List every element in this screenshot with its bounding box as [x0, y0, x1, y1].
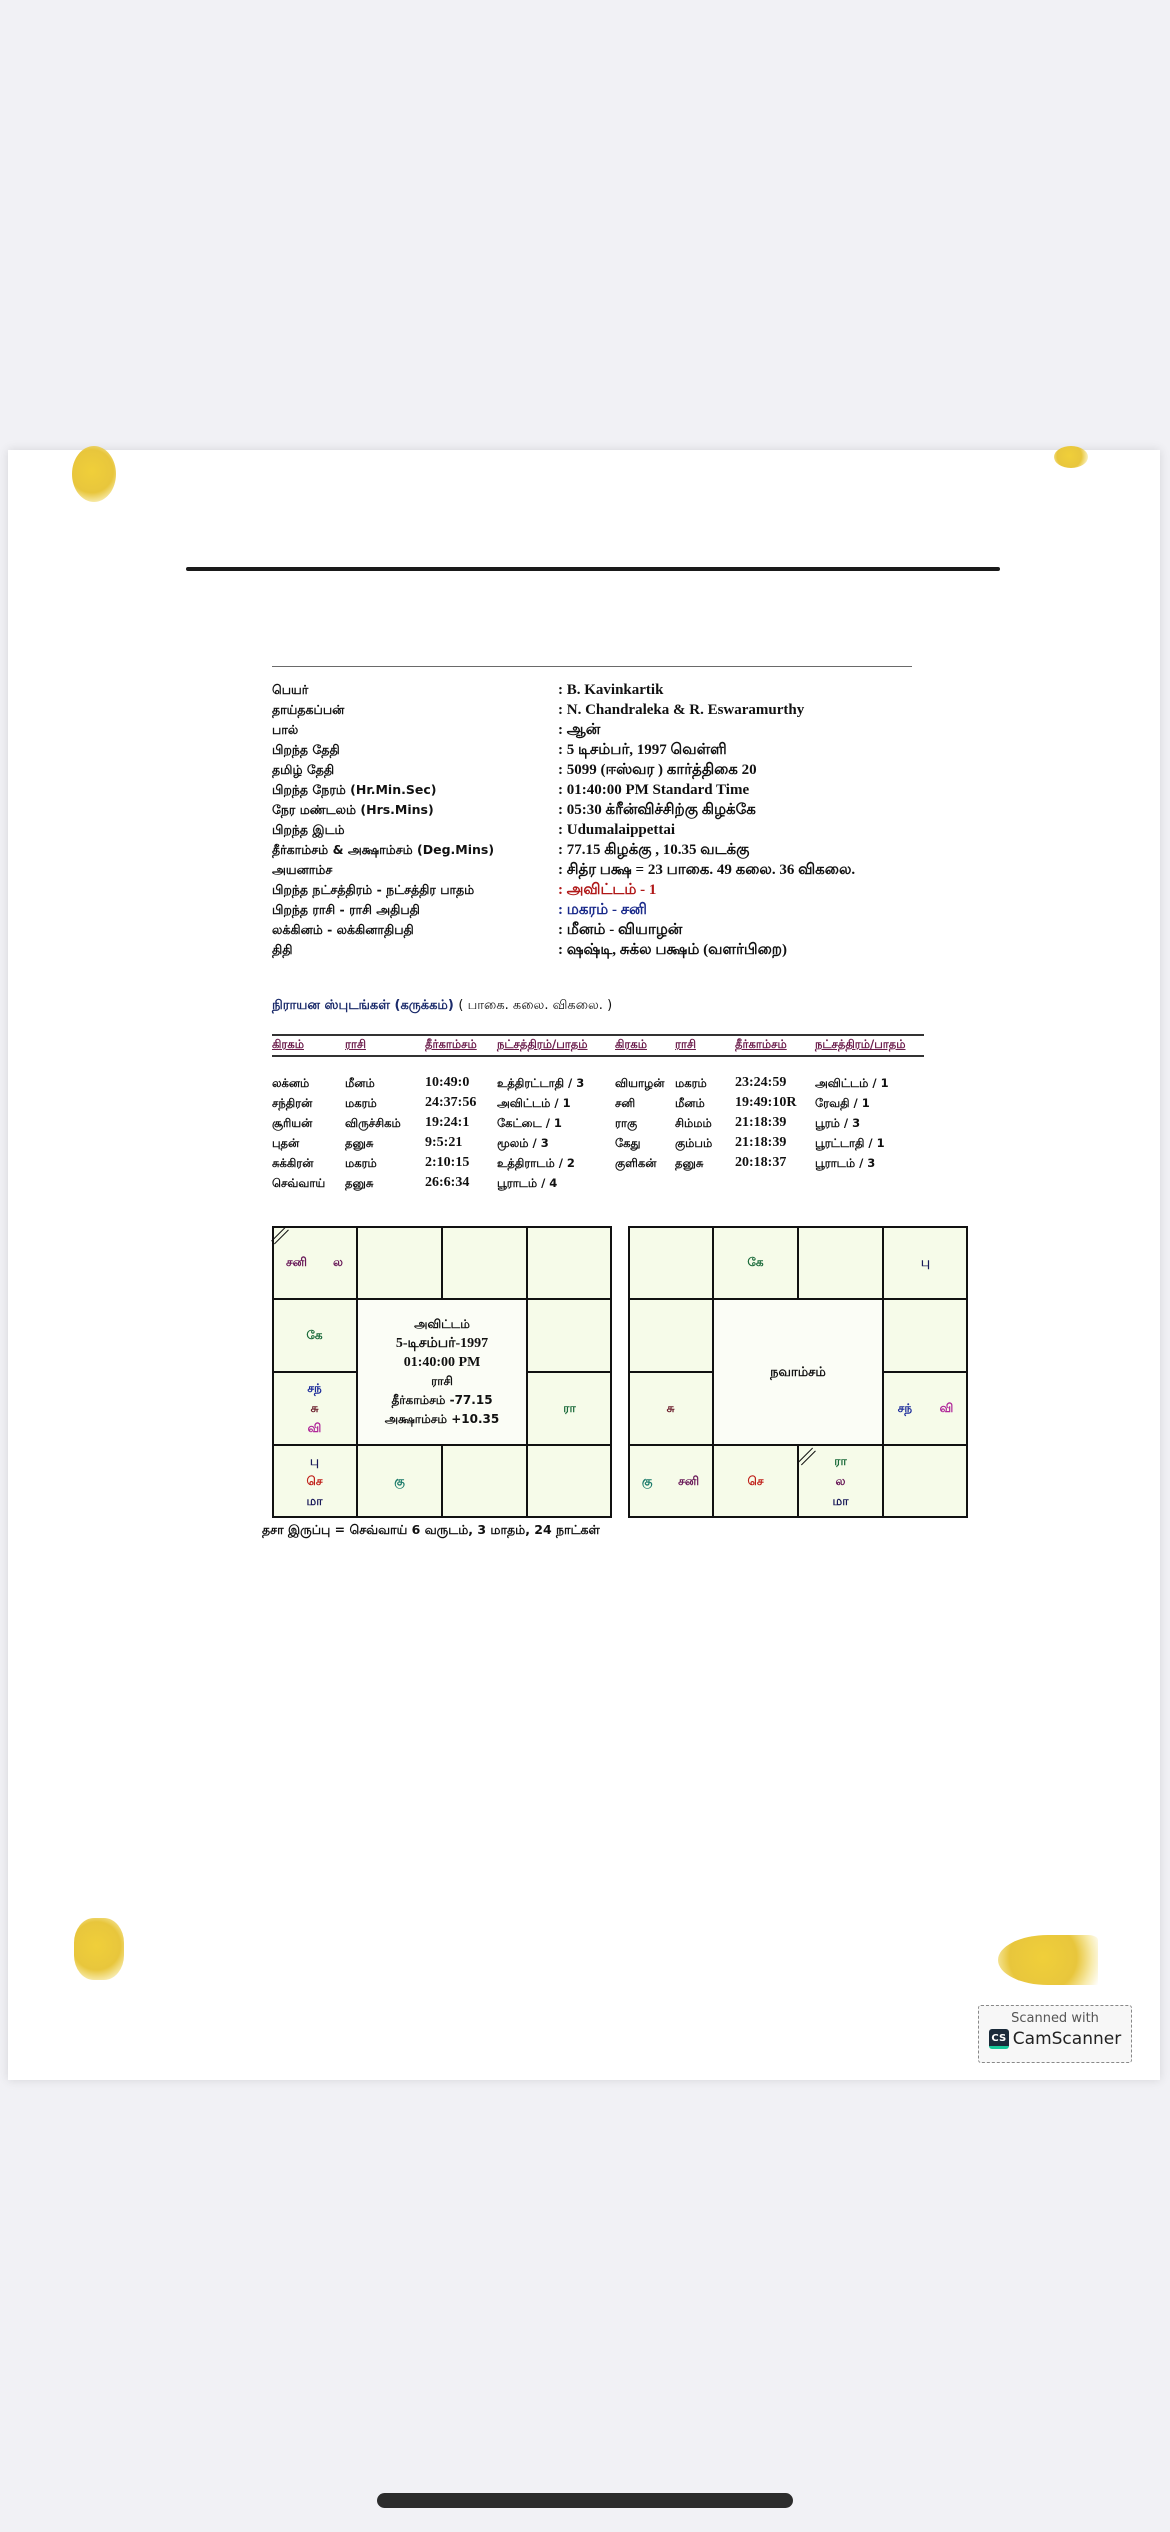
- profile-value: : 77.15 கிழக்கு , 10.35 வடக்கு: [558, 842, 750, 858]
- profile-label: பிறந்த இடம்: [272, 822, 345, 837]
- table-cell: மீனம்: [345, 1076, 375, 1090]
- chart-center-line: அவிட்டம்: [414, 1317, 470, 1331]
- planet-marker: ரா: [563, 1400, 576, 1415]
- table-top-rule: [272, 1034, 924, 1036]
- chart-center-title: நவாம்சம்: [770, 1364, 826, 1380]
- planet-marker: கு: [641, 1473, 653, 1488]
- planet-marker: பு: [310, 1453, 319, 1468]
- table-cell: கேது: [615, 1136, 641, 1150]
- profile-value: : 5099 (ஈஸ்வர ) கார்த்திகை 20: [558, 762, 757, 778]
- rasi_chart-house: [272, 1445, 357, 1518]
- planet-marker: சு: [666, 1400, 675, 1415]
- chart-center-line: ராசி: [431, 1374, 453, 1388]
- stain-bottom-left: [74, 1918, 124, 1980]
- profile-value: : மகரம் - சனி: [558, 902, 647, 918]
- table-cell: பூராடம் / 3: [815, 1156, 876, 1170]
- profile-value: : மீனம் - வியாழன்: [558, 922, 683, 938]
- table-cell: சனி: [615, 1096, 636, 1110]
- top-rule: [186, 567, 1000, 571]
- table-cell: ராகு: [615, 1116, 638, 1130]
- table-cell: 23:24:59: [735, 1075, 787, 1090]
- table-header: கிரகம்: [615, 1037, 647, 1051]
- chart-center-line: 01:40:00 PM: [403, 1355, 481, 1370]
- table-cell: பூரம் / 3: [815, 1116, 861, 1130]
- profile-value: : ஆன்: [558, 722, 601, 738]
- profile-value: : சித்ர பக்ஷ = 23 பாகை. 49 கலை. 36 விகலை.: [558, 862, 856, 878]
- table-header: நட்சத்திரம்/பாதம்: [815, 1037, 906, 1051]
- navamsa_chart-house: [713, 1445, 798, 1518]
- navamsa_chart-house: [713, 1226, 798, 1299]
- table-cell: பூராடம் / 4: [497, 1176, 558, 1190]
- table-header: ராசி: [345, 1037, 366, 1051]
- table-cell: 19:24:1: [425, 1115, 470, 1130]
- table-cell: 20:18:37: [735, 1155, 787, 1170]
- profile-label: அயனாம்ச: [272, 862, 333, 877]
- table-cell: தனுசு: [345, 1176, 374, 1190]
- table-cell: சந்திரன்: [272, 1096, 313, 1110]
- table-cell: மூலம் / 3: [497, 1136, 549, 1150]
- profile-label: தமிழ் தேதி: [272, 762, 335, 777]
- planet-marker: சனி: [678, 1473, 700, 1488]
- table-cell: மகரம்: [345, 1156, 377, 1170]
- rasi_chart-house: [527, 1226, 612, 1299]
- table-cell: அவிட்டம் / 1: [815, 1076, 889, 1090]
- dasa-balance: தசா இருப்பு = செவ்வாய் 6 வருடம், 3 மாதம், 24 நாட்கள்: [262, 1522, 600, 1537]
- planets-heading-sub: ( பாகை. கலை. விகலை. ): [458, 998, 613, 1013]
- table-header-rule: [272, 1055, 924, 1057]
- chart-center-line: 5-டிசம்பர்-1997: [395, 1336, 489, 1351]
- info-rule: [272, 666, 912, 667]
- table-cell: மகரம்: [345, 1096, 377, 1110]
- rasi_chart-center: [357, 1299, 527, 1445]
- table-cell: உத்திரட்டாதி / 3: [497, 1076, 585, 1090]
- table-cell: விருச்சிகம்: [345, 1116, 401, 1130]
- table-cell: கேட்டை / 1: [497, 1116, 562, 1130]
- planet-marker: செ: [747, 1473, 764, 1488]
- table-header: தீர்காம்சம்: [735, 1037, 787, 1051]
- navamsa_chart-house: [628, 1226, 713, 1299]
- table-cell: 2:10:15: [425, 1155, 470, 1170]
- table-cell: சிம்மம்: [675, 1116, 712, 1130]
- watermark-top-text: Scanned with: [1011, 2011, 1099, 2026]
- planet-marker: சு: [310, 1400, 319, 1415]
- planet-marker: ரா: [834, 1453, 847, 1468]
- profile-label: தீர்காம்சம் & அக்ஷாம்சம் (Deg.Mins): [272, 842, 495, 857]
- table-cell: சுக்கிரன்: [272, 1156, 314, 1170]
- planets-heading-title: நிராயன ஸ்புடங்கள் (கருக்கம்): [272, 998, 454, 1013]
- table-cell: 21:18:39: [735, 1135, 787, 1150]
- planet-marker: சந்: [307, 1380, 322, 1395]
- planet-marker: செ: [306, 1473, 323, 1488]
- table-cell: தனுசு: [675, 1156, 704, 1170]
- planet-marker: கே: [306, 1327, 323, 1342]
- rasi_chart-house: [527, 1372, 612, 1445]
- rasi_chart-house: [442, 1445, 527, 1518]
- profile-value: : ஷஷ்டி, சுக்ல பக்ஷம் (வளர்பிறை): [558, 942, 787, 958]
- planet-marker: வி: [939, 1400, 954, 1415]
- profile-label: பிறந்த நேரம் (Hr.Min.Sec): [272, 782, 437, 797]
- rasi_chart-house: [272, 1372, 357, 1445]
- planet-marker: ல: [835, 1473, 846, 1488]
- navamsa_chart-center: [713, 1299, 883, 1445]
- table-cell: அவிட்டம் / 1: [497, 1096, 571, 1110]
- table-cell: 10:49:0: [425, 1075, 470, 1090]
- planet-marker: சந்: [897, 1400, 913, 1415]
- table-cell: 9:5:21: [425, 1135, 463, 1150]
- rasi_chart-house: [357, 1226, 442, 1299]
- table-cell: 24:37:56: [425, 1095, 477, 1110]
- stain-bottom-right: [998, 1935, 1098, 1985]
- watermark-name: CamScanner: [1012, 2029, 1122, 2049]
- profile-value: : 01:40:00 PM Standard Time: [558, 782, 750, 798]
- table-header: ராசி: [675, 1037, 696, 1051]
- table-cell: ரேவதி / 1: [815, 1096, 870, 1110]
- profile-value: : 5 டிசம்பர், 1997 வெள்ளி: [558, 742, 727, 758]
- table-header: கிரகம்: [272, 1037, 304, 1051]
- table-cell: மகரம்: [675, 1076, 707, 1090]
- table-cell: பூரட்டாதி / 1: [815, 1136, 885, 1150]
- planet-marker: ல: [333, 1254, 343, 1269]
- table-cell: குளிகன்: [615, 1156, 657, 1170]
- rasi_chart-house: [272, 1226, 357, 1299]
- home-indicator[interactable]: [377, 2493, 793, 2508]
- camscanner-logo-icon: CS: [989, 2029, 1009, 2049]
- table-cell: கும்பம்: [675, 1136, 713, 1150]
- table-cell: 21:18:39: [735, 1115, 787, 1130]
- navamsa_chart-house: [628, 1299, 713, 1372]
- navamsa_chart-house: [883, 1226, 968, 1299]
- table-cell: உத்திராடம் / 2: [497, 1156, 575, 1170]
- table-cell: புதன்: [272, 1136, 300, 1150]
- profile-label: பிறந்த ராசி - ராசி அதிபதி: [272, 902, 420, 917]
- camscanner-watermark: [978, 2005, 1132, 2063]
- rasi_chart-house: [272, 1299, 357, 1372]
- table-cell: மீனம்: [675, 1096, 705, 1110]
- table-cell: தனுசு: [345, 1136, 374, 1150]
- planet-marker: மா: [832, 1493, 849, 1508]
- rasi_chart-house: [527, 1445, 612, 1518]
- table-cell: 26:6:34: [425, 1175, 470, 1190]
- profile-value: : அவிட்டம் - 1: [558, 882, 657, 898]
- profile-value: : Udumalaippettai: [558, 822, 676, 838]
- stain-top-left: [72, 446, 116, 502]
- profile-value: : B. Kavinkartik: [558, 682, 664, 698]
- table-cell: செவ்வாய்: [272, 1176, 326, 1190]
- table-header: தீர்காம்சம்: [425, 1037, 477, 1051]
- navamsa_chart-house: [798, 1226, 883, 1299]
- planet-marker: வி: [307, 1420, 322, 1435]
- profile-label: பிறந்த நட்சத்திரம் - நட்சத்திர பாதம்: [272, 882, 475, 897]
- profile-label: லக்கினம் - லக்கினாதிபதி: [272, 922, 414, 937]
- profile-value: : 05:30 க்ரீன்விச்சிற்கு கிழக்கே: [558, 802, 756, 818]
- rasi_chart-house: [442, 1226, 527, 1299]
- planets-heading: [272, 998, 612, 1014]
- profile-label: பால்: [272, 722, 299, 737]
- navamsa_chart-house: [628, 1372, 713, 1445]
- stain-top-right: [1054, 446, 1088, 468]
- profile-value: : N. Chandraleka & R. Eswaramurthy: [558, 702, 805, 718]
- table-cell: வியாழன்: [615, 1076, 665, 1090]
- navamsa_chart-house: [628, 1445, 713, 1518]
- navamsa_chart-house: [883, 1372, 968, 1445]
- profile-label: பெயர்: [272, 682, 309, 697]
- chart-center-line: அக்ஷாம்சம் +10.35: [384, 1412, 500, 1426]
- profile-label: திதி: [272, 942, 293, 957]
- planet-marker: கே: [747, 1254, 764, 1269]
- profile-label: நேர மண்டலம் (Hrs.Mins): [272, 802, 434, 817]
- navamsa_chart-house: [883, 1445, 968, 1518]
- planet-marker: கு: [394, 1473, 405, 1488]
- chart-center-line: தீர்காம்சம் -77.15: [391, 1393, 493, 1407]
- planet-marker: மா: [306, 1493, 323, 1508]
- rasi_chart-house: [357, 1445, 442, 1518]
- table-cell: லக்னம்: [272, 1076, 310, 1090]
- planet-marker: சனி: [286, 1254, 307, 1269]
- profile-label: தாய்தகப்பன்: [272, 702, 345, 717]
- table-header: நட்சத்திரம்/பாதம்: [497, 1037, 588, 1051]
- planet-marker: பு: [921, 1254, 930, 1269]
- navamsa_chart-house: [883, 1299, 968, 1372]
- profile-label: பிறந்த தேதி: [272, 742, 340, 757]
- rasi_chart-house: [527, 1299, 612, 1372]
- table-cell: சூரியன்: [272, 1116, 313, 1130]
- table-cell: 19:49:10R: [735, 1095, 797, 1110]
